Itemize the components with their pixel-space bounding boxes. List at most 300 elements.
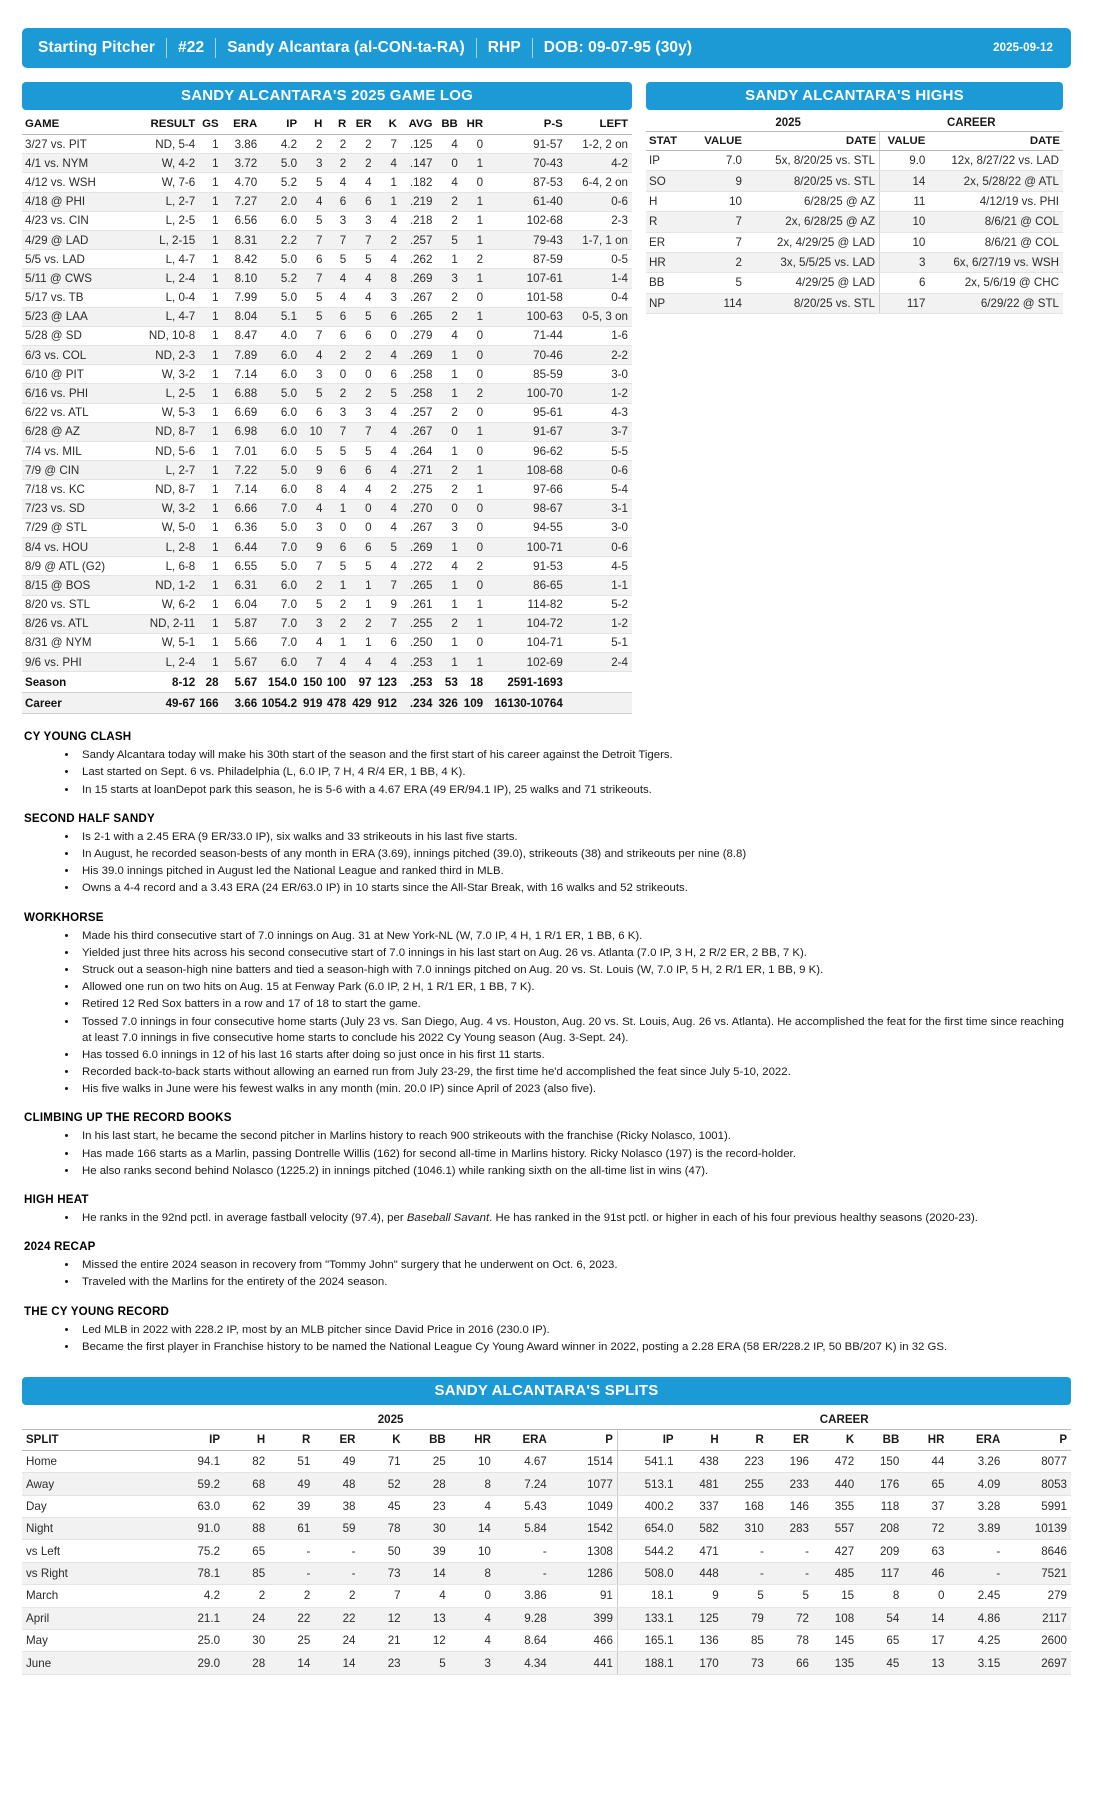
game-log-cell-left: 5-5: [565, 442, 632, 461]
game-log-cell-k: 1: [374, 192, 399, 211]
game-log-cell-k: 5: [374, 384, 399, 403]
game-log-cell-p-s: 87-59: [485, 250, 565, 269]
game-log-cell-era: 6.36: [221, 518, 260, 537]
game-log-cell-gs: 1: [197, 135, 220, 154]
splits-col-era-17: ERA: [948, 1429, 1004, 1450]
game-log-cell-result: L, 2-8: [134, 537, 198, 556]
game-log-cell-ip: 4.2: [259, 135, 299, 154]
game-log-cell-k: 6: [374, 365, 399, 384]
game-log-cell-left: 3-0: [565, 518, 632, 537]
game-log-cell-h: 2: [299, 576, 324, 595]
highs-group-career: CAREER: [947, 117, 996, 129]
game-log-cell-result: ND, 2-11: [134, 614, 198, 633]
splits-cell: 72: [903, 1518, 948, 1540]
splits-cell: 9.28: [495, 1607, 551, 1629]
highs-cell: 12x, 8/27/22 vs. LAD: [928, 151, 1063, 171]
splits-body: [22, 1450, 1071, 1674]
splits-cell: 7521: [1004, 1562, 1071, 1584]
game-log-cell-p-s: 70-43: [485, 154, 565, 173]
splits-cell: -: [495, 1562, 551, 1584]
splits-cell: 65: [903, 1473, 948, 1495]
highs-col-value-career: VALUE: [880, 132, 929, 151]
game-log-cell-era: 5.66: [221, 633, 260, 652]
game-log-cell-k: 5: [374, 537, 399, 556]
splits-cell: 508.0: [617, 1562, 677, 1584]
splits-cell: 0: [450, 1585, 495, 1607]
splits-cell: 12: [405, 1629, 450, 1651]
game-log-cell-game: 5/17 vs. TB: [22, 288, 134, 307]
game-log-cell-ip: 2.2: [259, 230, 299, 249]
game-log-row: [22, 307, 632, 326]
game-log-row: [22, 442, 632, 461]
game-log-cell-game: 3/27 vs. PIT: [22, 135, 134, 154]
highs-panel: [646, 82, 1063, 314]
note-heading: SECOND HALF SANDY: [24, 811, 155, 825]
highs-cell: 7: [697, 212, 745, 232]
game-log-cell-era: 6.66: [221, 499, 260, 518]
game-log-cell-ip: 5.2: [259, 269, 299, 288]
game-log-cell-hr: 0: [460, 135, 485, 154]
game-log-cell-avg: .279: [399, 326, 435, 345]
splits-cell: 14: [450, 1518, 495, 1540]
game-log-cell-er: 6: [348, 192, 373, 211]
game-log-cell-p-s: 101-58: [485, 288, 565, 307]
splits-cell: 4.09: [948, 1473, 1004, 1495]
note-bullet: • Allowed one run on two hits on Aug. 15 at Fenway Park (6.0 IP, 2 H, 1 R/1 ER, 1 BB, 7 K).: [78, 979, 1071, 995]
splits-cell: 10: [450, 1540, 495, 1562]
note-bullet-list: [22, 1128, 1071, 1179]
highs-cell: 2: [697, 252, 745, 272]
game-log-row: [22, 173, 632, 192]
splits-cell: 471: [678, 1540, 723, 1562]
game-log-cell-r: 4: [324, 288, 348, 307]
game-log-cell-p-s: 100-63: [485, 307, 565, 326]
game-log-cell-game: 5/5 vs. LAD: [22, 250, 134, 269]
game-log-cell-er: 4: [348, 480, 373, 499]
highs-table: [646, 114, 1063, 314]
game-log-row: [22, 518, 632, 537]
game-log-career-k: 912: [374, 693, 399, 714]
game-log-cell-h: 7: [299, 326, 324, 345]
game-log-cell-avg: .271: [399, 461, 435, 480]
splits-cell: 3.26: [948, 1450, 1004, 1472]
game-log-cell-er: 5: [348, 307, 373, 326]
splits-cell: 279: [1004, 1585, 1071, 1607]
highs-cell: 5: [697, 273, 745, 293]
game-log-cell-result: ND, 5-4: [134, 135, 198, 154]
splits-cell: Day: [22, 1495, 164, 1517]
game-log-cell-p-s: 86-65: [485, 576, 565, 595]
highs-group-blank: [646, 114, 697, 132]
game-log-cell-result: W, 5-0: [134, 518, 198, 537]
game-log-cell-p-s: 71-44: [485, 326, 565, 345]
game-log-row: [22, 595, 632, 614]
game-log-cell-gs: 1: [197, 250, 220, 269]
game-log-cell-h: 5: [299, 173, 324, 192]
game-log-cell-hr: 0: [460, 326, 485, 345]
note-bullet: • Became the first player in Franchise history to be named the National League Cy Young Award winner in 2022, posting a 2.28 ERA (58 ER/228.2 IP, 50 BB/207 K) in 32 GS.: [78, 1339, 1071, 1355]
game-log-cell-p-s: 108-68: [485, 461, 565, 480]
note-bullet: • Sandy Alcantara today will make his 30th start of the season and the first start of his career against the Detroit Tigers.: [78, 747, 1071, 763]
splits-cell: 170: [678, 1652, 723, 1674]
game-log-cell-r: 3: [324, 403, 348, 422]
game-log-cell-er: 0: [348, 518, 373, 537]
game-log-cell-r: 6: [324, 461, 348, 480]
splits-cell: 73: [359, 1562, 404, 1584]
game-log-cell-k: 6: [374, 307, 399, 326]
highs-body: [646, 151, 1063, 314]
game-log-cell-gs: 1: [197, 211, 220, 230]
game-log-row: [22, 461, 632, 480]
splits-cell: 45: [359, 1495, 404, 1517]
splits-cell: 72: [768, 1607, 813, 1629]
game-log-row: [22, 192, 632, 211]
splits-cell: 48: [314, 1473, 359, 1495]
game-log-cell-er: 4: [348, 288, 373, 307]
highs-row: [646, 151, 1063, 171]
game-log-cell-era: 8.10: [221, 269, 260, 288]
splits-row: [22, 1540, 1071, 1562]
splits-cell: 73: [723, 1652, 768, 1674]
game-log-cell-p-s: 70-46: [485, 346, 565, 365]
game-log-cell-hr: 0: [460, 537, 485, 556]
game-log-cell-era: 7.14: [221, 365, 260, 384]
game-log-cell-ip: 5.0: [259, 557, 299, 576]
note-bullet-list: [22, 1257, 1071, 1290]
splits-cell: 5991: [1004, 1495, 1071, 1517]
splits-cell: 117: [858, 1562, 903, 1584]
game-log-cell-result: L, 2-7: [134, 461, 198, 480]
game-log-cell-avg: .182: [399, 173, 435, 192]
game-log-cell-era: 7.22: [221, 461, 260, 480]
splits-cell: 8077: [1004, 1450, 1071, 1472]
game-log-season-era: 5.67: [221, 672, 260, 693]
game-log-cell-h: 3: [299, 614, 324, 633]
splits-col-ip-1: IP: [164, 1429, 224, 1450]
game-log-cell-era: 6.31: [221, 576, 260, 595]
game-log-cell-gs: 1: [197, 269, 220, 288]
game-log-career-game: Career: [22, 693, 134, 714]
splits-cell: 150: [858, 1450, 903, 1472]
game-log-cell-r: 0: [324, 518, 348, 537]
note-bullet: • Missed the entire 2024 season in recovery from "Tommy John" surgery that he underwent on Oct. 6, 2023.: [78, 1257, 1071, 1273]
splits-col-p-9: P: [551, 1429, 618, 1450]
splits-cell: 61: [269, 1518, 314, 1540]
game-log-cell-p-s: 100-70: [485, 384, 565, 403]
game-log-row: [22, 633, 632, 652]
game-log-cell-game: 4/12 vs. WSH: [22, 173, 134, 192]
game-log-career-hr: 109: [460, 693, 485, 714]
note-bullet-list: [22, 829, 1071, 897]
game-log-cell-gs: 1: [197, 442, 220, 461]
game-log-cell-hr: 1: [460, 192, 485, 211]
splits-cell: 88: [224, 1518, 269, 1540]
header-jersey-number: #22: [178, 39, 205, 56]
game-log-cell-left: 1-2, 2 on: [565, 135, 632, 154]
game-log-cell-p-s: 61-40: [485, 192, 565, 211]
splits-row: [22, 1450, 1071, 1472]
splits-cell: -: [314, 1562, 359, 1584]
game-log-cell-p-s: 102-69: [485, 653, 565, 672]
splits-cell: 7: [359, 1585, 404, 1607]
game-log-cell-bb: 1: [434, 576, 459, 595]
game-log-cell-bb: 3: [434, 518, 459, 537]
game-log-cell-left: 2-2: [565, 346, 632, 365]
game-log-cell-er: 6: [348, 537, 373, 556]
splits-cell: 52: [359, 1473, 404, 1495]
game-log-cell-r: 1: [324, 499, 348, 518]
note-heading: 2024 RECAP: [24, 1240, 96, 1254]
game-log-cell-game: 5/23 @ LAA: [22, 307, 134, 326]
game-log-cell-avg: .250: [399, 633, 435, 652]
splits-cell: -: [723, 1562, 768, 1584]
game-log-cell-ip: 7.0: [259, 499, 299, 518]
game-log-cell-left: 2-3: [565, 211, 632, 230]
note-heading: CY YOUNG CLASH: [24, 730, 132, 744]
game-log-cell-r: 2: [324, 595, 348, 614]
game-log-cell-bb: 2: [434, 211, 459, 230]
game-log-cell-ip: 7.0: [259, 595, 299, 614]
col-gs: GS: [197, 114, 220, 135]
highs-cell: NP: [646, 293, 697, 313]
highs-cell: 3x, 5/5/25 vs. LAD: [745, 252, 880, 272]
highs-row: [646, 191, 1063, 211]
game-log-cell-k: 4: [374, 461, 399, 480]
game-log-cell-k: 4: [374, 557, 399, 576]
game-log-row: [22, 422, 632, 441]
game-log-cell-game: 9/6 vs. PHI: [22, 653, 134, 672]
game-log-cell-er: 3: [348, 403, 373, 422]
game-log-cell-h: 4: [299, 499, 324, 518]
game-log-cell-k: 7: [374, 614, 399, 633]
game-log-cell-p-s: 91-57: [485, 135, 565, 154]
game-log-row: [22, 537, 632, 556]
splits-cell: 10139: [1004, 1518, 1071, 1540]
game-log-cell-ip: 2.0: [259, 192, 299, 211]
game-log-cell-result: ND, 8-7: [134, 422, 198, 441]
game-log-row: [22, 499, 632, 518]
splits-cell: 1049: [551, 1495, 618, 1517]
game-log-cell-result: L, 2-4: [134, 269, 198, 288]
game-log-cell-era: 6.88: [221, 384, 260, 403]
splits-row: [22, 1518, 1071, 1540]
game-log-season-avg: .253: [399, 672, 435, 693]
game-log-cell-p-s: 100-71: [485, 537, 565, 556]
game-log-cell-r: 6: [324, 326, 348, 345]
splits-cell: 24: [224, 1607, 269, 1629]
splits-cell: -: [495, 1540, 551, 1562]
game-log-cell-h: 4: [299, 192, 324, 211]
game-log-cell-hr: 0: [460, 403, 485, 422]
game-log-career-p-s: 16130-10764: [485, 693, 565, 714]
game-log-cell-ip: 7.0: [259, 633, 299, 652]
game-log-row: [22, 614, 632, 633]
highs-row: [646, 171, 1063, 191]
player-header-bar: [22, 28, 1071, 68]
game-log-cell-er: 6: [348, 461, 373, 480]
highs-cell: 8/20/25 vs. STL: [745, 171, 880, 191]
game-log-cell-k: 4: [374, 422, 399, 441]
splits-cell: 472: [813, 1450, 858, 1472]
game-log-cell-ip: 6.0: [259, 403, 299, 422]
game-log-cell-k: 4: [374, 346, 399, 365]
game-log-cell-game: 8/4 vs. HOU: [22, 537, 134, 556]
game-log-cell-er: 3: [348, 211, 373, 230]
game-log-cell-era: 7.01: [221, 442, 260, 461]
splits-cell: 448: [678, 1562, 723, 1584]
game-log-row: [22, 384, 632, 403]
game-log-row: [22, 653, 632, 672]
splits-cell: 65: [224, 1540, 269, 1562]
game-log-cell-gs: 1: [197, 499, 220, 518]
game-log-cell-bb: 4: [434, 557, 459, 576]
game-log-cell-left: 6-4, 2 on: [565, 173, 632, 192]
splits-cell: June: [22, 1652, 164, 1674]
game-log-cell-h: 6: [299, 403, 324, 422]
game-log-cell-r: 6: [324, 307, 348, 326]
splits-col-era-8: ERA: [495, 1429, 551, 1450]
game-log-cell-bb: 1: [434, 250, 459, 269]
splits-cell: 24: [314, 1629, 359, 1651]
game-log-cell-gs: 1: [197, 403, 220, 422]
game-log-cell-result: W, 5-1: [134, 633, 198, 652]
game-log-cell-bb: 2: [434, 307, 459, 326]
splits-cell: Home: [22, 1450, 164, 1472]
splits-cell: Night: [22, 1518, 164, 1540]
splits-cell: 38: [314, 1495, 359, 1517]
game-log-title: SANDY ALCANTARA'S 2025 GAME LOG: [22, 82, 632, 110]
splits-cell: 37: [903, 1495, 948, 1517]
game-log-cell-h: 7: [299, 653, 324, 672]
game-log-cell-bb: 0: [434, 499, 459, 518]
note-bullet: • Retired 12 Red Sox batters in a row and 17 of 18 to start the game.: [78, 996, 1071, 1012]
game-log-cell-game: 7/18 vs. KC: [22, 480, 134, 499]
game-log-row: [22, 269, 632, 288]
splits-cell: 8646: [1004, 1540, 1071, 1562]
game-log-cell-gs: 1: [197, 557, 220, 576]
game-log-cell-era: 3.86: [221, 135, 260, 154]
game-log-cell-era: 6.56: [221, 211, 260, 230]
splits-cell: 91.0: [164, 1518, 224, 1540]
splits-title: SANDY ALCANTARA'S SPLITS: [22, 1377, 1071, 1405]
note-heading: WORKHORSE: [24, 910, 104, 924]
game-log-cell-h: 3: [299, 365, 324, 384]
game-log-cell-k: 6: [374, 633, 399, 652]
game-log-cell-result: W, 5-3: [134, 403, 198, 422]
splits-row: [22, 1562, 1071, 1584]
splits-cell: 25: [405, 1450, 450, 1472]
game-log-cell-ip: 6.0: [259, 422, 299, 441]
splits-cell: 233: [768, 1473, 813, 1495]
game-log-cell-bb: 1: [434, 633, 459, 652]
splits-cell: -: [269, 1540, 314, 1562]
note-bullet: • Traveled with the Marlins for the entirety of the 2024 season.: [78, 1274, 1071, 1290]
highs-cell: ER: [646, 232, 697, 252]
game-log-cell-hr: 0: [460, 499, 485, 518]
game-log-cell-avg: .219: [399, 192, 435, 211]
game-log-cell-p-s: 114-82: [485, 595, 565, 614]
splits-cell: 3.15: [948, 1652, 1004, 1674]
highs-cell: 7: [697, 232, 745, 252]
game-log-cell-hr: 0: [460, 288, 485, 307]
game-log-cell-hr: 1: [460, 422, 485, 441]
game-log-career-er: 429: [348, 693, 373, 714]
game-log-cell-era: 3.72: [221, 154, 260, 173]
game-log-cell-era: 7.89: [221, 346, 260, 365]
game-log-cell-er: 0: [348, 499, 373, 518]
highs-row: [646, 293, 1063, 313]
splits-cell: 7.24: [495, 1473, 551, 1495]
splits-col-k-14: K: [813, 1429, 858, 1450]
splits-cell: 208: [858, 1518, 903, 1540]
splits-row: [22, 1495, 1071, 1517]
game-log-career-bb: 326: [434, 693, 459, 714]
game-log-cell-k: 4: [374, 211, 399, 230]
game-log-cell-left: 1-1: [565, 576, 632, 595]
game-log-cell-er: 1: [348, 576, 373, 595]
game-log-cell-result: L, 4-7: [134, 250, 198, 269]
splits-cell: 30: [405, 1518, 450, 1540]
game-log-cell-h: 7: [299, 269, 324, 288]
game-log-cell-hr: 0: [460, 576, 485, 595]
splits-col-r-3: R: [269, 1429, 314, 1450]
splits-cell: 145: [813, 1629, 858, 1651]
game-log-header-row: [22, 114, 632, 135]
game-log-cell-ip: 5.0: [259, 154, 299, 173]
game-log-cell-game: 8/15 @ BOS: [22, 576, 134, 595]
game-log-cell-gs: 1: [197, 154, 220, 173]
splits-cell: 133.1: [617, 1607, 677, 1629]
game-log-cell-h: 6: [299, 250, 324, 269]
game-log-cell-game: 5/28 @ SD: [22, 326, 134, 345]
splits-cell: 135: [813, 1652, 858, 1674]
splits-cell: 30: [224, 1629, 269, 1651]
game-log-row: [22, 326, 632, 345]
game-log-cell-bb: 4: [434, 135, 459, 154]
game-log-cell-h: 8: [299, 480, 324, 499]
game-log-cell-bb: 2: [434, 192, 459, 211]
splits-cell: 441: [551, 1652, 618, 1674]
splits-cell: 39: [405, 1540, 450, 1562]
splits-cell: 196: [768, 1450, 813, 1472]
highs-cell: 14: [880, 171, 929, 191]
game-log-cell-r: 2: [324, 154, 348, 173]
splits-cell: May: [22, 1629, 164, 1651]
splits-cell: -: [768, 1540, 813, 1562]
note-heading: CLIMBING UP THE RECORD BOOKS: [24, 1111, 232, 1125]
game-log-cell-avg: .269: [399, 269, 435, 288]
game-log-cell-gs: 1: [197, 326, 220, 345]
game-log-cell-avg: .218: [399, 211, 435, 230]
game-log-cell-gs: 1: [197, 365, 220, 384]
note-bullet-list: [22, 1322, 1071, 1355]
game-log-cell-era: 8.47: [221, 326, 260, 345]
splits-cell: 5.43: [495, 1495, 551, 1517]
highs-cell: 2x, 5/6/19 @ CHC: [928, 273, 1063, 293]
splits-cell: -: [314, 1540, 359, 1562]
splits-cell: 4: [450, 1495, 495, 1517]
splits-cell: 8.64: [495, 1629, 551, 1651]
game-log-cell-left: 1-2: [565, 614, 632, 633]
game-log-cell-avg: .272: [399, 557, 435, 576]
splits-cell: 283: [768, 1518, 813, 1540]
game-log-cell-left: 5-2: [565, 595, 632, 614]
game-log-cell-k: 4: [374, 499, 399, 518]
game-log-cell-p-s: 95-61: [485, 403, 565, 422]
highs-cell: 3: [880, 252, 929, 272]
splits-cell: 399: [551, 1607, 618, 1629]
game-log-cell-p-s: 91-53: [485, 557, 565, 576]
